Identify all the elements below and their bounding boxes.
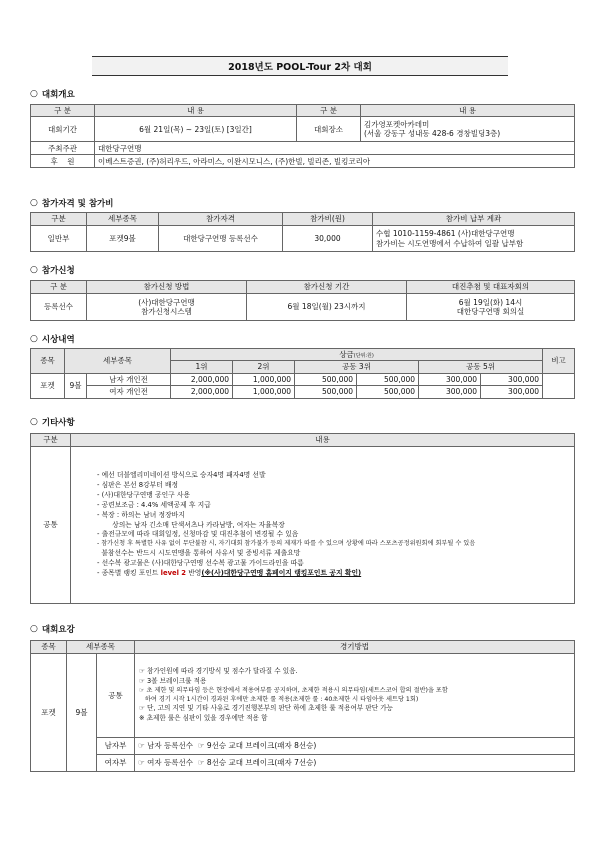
sub-event-cell: 9볼 [67,654,97,772]
section-rules-heading [30,623,75,635]
header-cell: 세부종목 [87,213,159,226]
rules-table [30,640,575,772]
common-label: 공통 [97,654,135,738]
men-label: 남자부 [97,738,135,755]
others-table [30,433,575,604]
header-cell: 종목 [31,349,65,374]
method-cell [87,294,247,321]
header-cell: 경기방법 [135,641,575,654]
sub-event-cell: 9볼 [65,373,87,398]
women-rules: ☞ 여자 등록선수 ☞ 8선승 교대 브레이크(패자 7선승) [135,755,575,772]
header-cell: 대진추첨 및 대표자회의 [407,281,575,294]
rank-header: 2위 [233,361,295,373]
meeting-cell [407,294,575,321]
meeting-place: 대한당구연맹 회의실 [456,307,525,316]
prize-cell: 1,000,000 [233,386,295,398]
rule-line: 하여 경기 시작 1시간이 경과된 후에만 초제한 룰 적용(초제한 룰 : 40초제한 시 타임아웃 세트당 1회) [139,695,419,703]
account-note: 참가비는 시도연맹에서 수납하여 일괄 납부함 [376,238,524,248]
prize-cell: 500,000 [295,386,357,398]
header-cell: 참가비(원) [283,213,373,226]
prize-cell: 2,000,000 [171,373,233,385]
prize-cell: 2,000,000 [171,386,233,398]
note-item: 불참선수는 반드시 시도연맹을 통하여 사유서 및 증빙서류 제출요망 [97,549,301,558]
event-cell: 포켓 [31,373,65,398]
ranking-mid: 반영 [186,568,202,577]
note-item: - (사)대한당구연맹 공인구 사용 [97,490,191,499]
note-item: 상의는 남자 긴소매 단색셔츠나 카라남방, 여자는 자율복장 [97,520,285,529]
header-cell: 참가신청 방법 [87,281,247,294]
prize-cell: 300,000 [419,373,481,385]
header-cell: 세부종목 [67,641,135,654]
period-label: 대회기간 [31,117,95,142]
section-prizes-heading [30,333,75,345]
venue-label: 대회장소 [297,117,361,142]
period-cell: 6월 18일(월) 23시까지 [247,294,407,321]
rule-line: ※ 초제한 룰은 심판이 있을 경우에만 적용 함 [139,714,268,723]
section-overview-heading [30,88,75,100]
notes-cell [71,447,575,604]
meeting-time: 6월 19일(화) 14시 [458,297,523,307]
account-cell [373,226,575,252]
header-cell: 구 분 [31,105,95,117]
header-cell: 내 용 [361,105,575,117]
header-cell: 구분 [31,434,71,447]
fee-cell: 30,000 [283,226,373,252]
event-cell: 포켓9볼 [87,226,159,252]
prize-cell: 500,000 [357,386,419,398]
section-title: 대회개요 [41,90,75,100]
rank-header: 1위 [171,361,233,373]
registration-table [30,280,575,321]
header-cell: 구 분 [297,105,361,117]
prize-cell: 300,000 [481,386,543,398]
sponsor-label: 후 원 [31,155,95,168]
prize-header [171,349,543,361]
note-item: - 공련보조금 : 4.4% 세액공제 후 지급 [97,500,211,509]
header-cell: 세부종목 [65,349,171,374]
registration-label: 등록선수 [31,294,87,321]
event-cell: 포켓 [31,654,67,772]
rule-line: ☞ 단, 고의 지연 및 기타 사유로 경기진행본부의 판단 하에 초제한 룰 적용여부 판단 가능 [139,704,393,713]
circle-icon: ○ [30,417,38,427]
prize-header-unit: (단위:원) [353,353,374,359]
note-item: - 선수복 광고물은 (사)대한당구연맹 선수복 광고물 가이드라인을 따름 [97,559,304,568]
eligibility-table [30,212,575,252]
note-item: - 출전규모에 따라 대회일정, 신청마감 및 대진추첨이 변경될 수 있음 [97,530,299,539]
page-title: 2018년도 POOL-Tour 2차 대회 [92,56,508,76]
section-eligibility-heading [30,197,113,209]
rule-line: ☞ 초 제한 및 의무타임 등은 현장에서 적용여부를 공지하며, 초제한 적용시 의무타임(세트스코어 합의 절반)을 포함 [139,686,448,694]
section-title: 대회요강 [41,625,75,635]
section-title: 기타사항 [41,418,75,428]
note-item-ranking [97,569,570,579]
header-cell: 참가비 납부 계좌 [373,213,575,226]
circle-icon: ○ [30,334,38,344]
rank-header: 공동 5위 [419,361,543,373]
note-item: - 복장 : 하의는 남녀 정장바지 [97,510,185,519]
note-item: - 예선 더블엘리미네이션 방식으로 승자4명 패자4명 선발 [97,471,266,480]
division-cell: 일반부 [31,226,87,252]
account-number: 수협 1010-1159-4861 (사)대한당구연맹 [376,229,515,239]
header-cell: 종목 [31,641,67,654]
section-others-heading [30,416,75,428]
method-line: 참가신청시스템 [141,307,192,316]
men-rules: ☞ 남자 등록선수 ☞ 9선승 교대 브레이크(패자 8선승) [135,738,575,755]
notes-list [93,471,570,578]
header-cell: 구 분 [31,281,87,294]
header-cell: 내 용 [95,105,297,117]
circle-icon: ○ [30,198,38,208]
header-cell: 참가자격 [159,213,283,226]
qualification-cell: 대한당구연맹 등록선수 [159,226,283,252]
category-cell: 남자 개인전 [87,373,171,385]
prize-cell: 500,000 [295,373,357,385]
method-line: (사)대한당구연맹 [138,297,195,307]
sponsor-value: 이베스트증권, (주)허리우드, 아라미스, 이완시모니스, (주)한빌, 빌리존, 빌킹코리아 [95,155,575,168]
venue-address: (서울 강동구 성내동 428-6 경창빌딩3층) [364,129,501,139]
circle-icon: ○ [30,265,38,275]
rank-header: 공동 3위 [295,361,419,373]
category-cell: 여자 개인전 [87,386,171,398]
women-label: 여자부 [97,755,135,772]
prize-cell: 500,000 [357,373,419,385]
overview-table [30,104,575,168]
rule-line: ☞ 3볼 브레이크룰 적용 [139,676,207,685]
ranking-level: level 2 [160,568,187,577]
venue-value [361,117,575,142]
section-registration-heading [30,264,75,276]
prize-cell: 1,000,000 [233,373,295,385]
section-title: 참가신청 [41,266,75,276]
note-item: - 심판은 본선 8강부터 배정 [97,481,179,490]
circle-icon: ○ [30,624,38,634]
common-rules-cell [135,654,575,738]
venue-name: 김가영포켓아카데미 [364,120,430,129]
prizes-table [30,348,575,399]
section-title: 시상내역 [41,335,75,345]
section-title: 참가자격 및 참가비 [41,199,114,209]
header-cell: 구분 [31,213,87,226]
note-item: - 참가신청 후 특별한 사유 없이 무단불참 시, 자기대회 참가불가 등의 제재가 따를 수 있으며 상황에 따라 스포츠공정위원회에 회부될 수 있음 [97,540,476,548]
header-cell: 내용 [71,434,575,447]
header-cell: 비고 [543,349,575,374]
note-cell [543,373,575,398]
prize-header-label: 상금 [339,350,354,359]
prize-cell: 300,000 [419,386,481,398]
ranking-prefix: - 종목별 랭킹 포인트 [97,568,161,577]
circle-icon: ○ [30,89,38,99]
rule-line: ☞ 참가인원에 따라 경기방식 및 점수가 달라질 수 있음. [139,667,298,676]
ranking-link: (※(사)대한당구연맹 홈페이지 랭킹포인트 공지 확인) [201,568,362,577]
host-label: 주최주관 [31,142,95,155]
prize-cell: 300,000 [481,373,543,385]
period-value: 6월 21일(목) ~ 23일(토) [3일간] [95,117,297,142]
host-value: 대한당구연맹 [95,142,575,155]
common-label: 공통 [31,447,71,604]
header-cell: 참가신청 기간 [247,281,407,294]
